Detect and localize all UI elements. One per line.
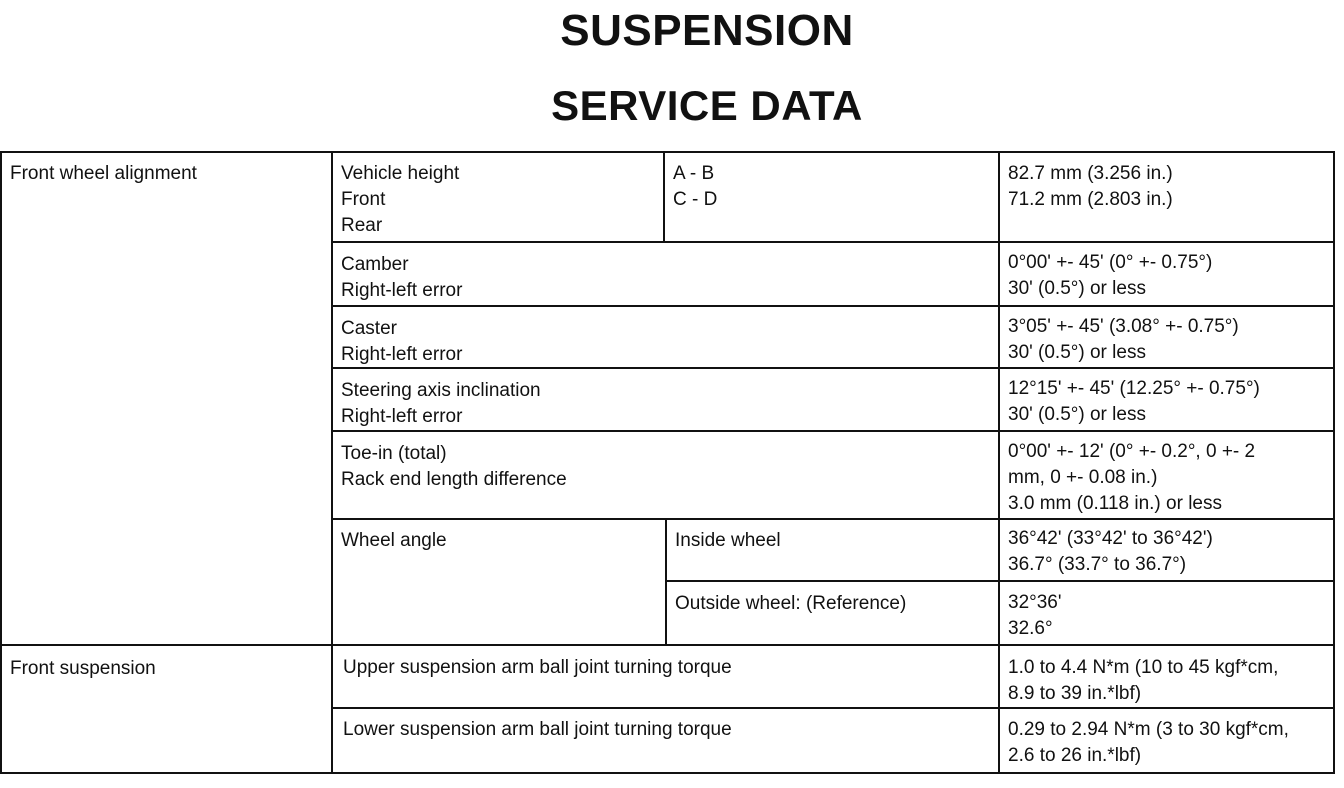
section-front-wheel-alignment: Front wheel alignment <box>10 163 197 184</box>
inside-wheel-label: Inside wheel <box>675 530 781 551</box>
steering-axis-value: 12°15' +- 45' (12.25° +- 0.75°) 30' (0.5°) or less <box>1008 378 1260 425</box>
outside-wheel-label: Outside wheel: (Reference) <box>675 593 907 614</box>
vehicle-height-measure: A - B C - D <box>673 163 718 210</box>
caster-item: Caster Right-left error <box>341 318 463 365</box>
outside-wheel-value: 32°36' 32.6° <box>1008 592 1062 639</box>
upper-arm-value: 1.0 to 4.4 N*m (10 to 45 kgf*cm, 8.9 to 39 in.*lbf) <box>1008 657 1279 704</box>
camber-item: Camber Right-left error <box>341 254 463 301</box>
caster-value: 3°05' +- 45' (3.08° +- 0.75°) 30' (0.5°) or less <box>1008 316 1239 363</box>
steering-axis-item: Steering axis inclination Right-left error <box>341 380 541 427</box>
lower-arm-item: Lower suspension arm ball joint turning torque <box>343 719 732 740</box>
inside-wheel-value: 36°42' (33°42' to 36°42') 36.7° (33.7° to 36.7°) <box>1008 528 1213 575</box>
camber-value: 0°00' +- 45' (0° +- 0.75°) 30' (0.5°) or less <box>1008 252 1213 299</box>
toe-in-value: 0°00' +- 12' (0° +- 0.2°, 0 +- 2 mm, 0 +- 0.08 in.) 3.0 mm (0.118 in.) or less <box>1008 441 1256 514</box>
document-subtitle: SERVICE DATA <box>551 82 863 129</box>
lower-arm-value: 0.29 to 2.94 N*m (3 to 30 kgf*cm, 2.6 to 26 in.*lbf) <box>1008 719 1289 766</box>
toe-in-item: Toe-in (total) Rack end length difference <box>341 443 567 490</box>
vehicle-height-value: 82.7 mm (3.256 in.) 71.2 mm (2.803 in.) <box>1008 163 1173 210</box>
upper-arm-item: Upper suspension arm ball joint turning torque <box>343 657 732 678</box>
vehicle-height-item: Vehicle height Front Rear <box>341 163 460 236</box>
section-front-suspension: Front suspension <box>10 658 156 679</box>
document-title: SUSPENSION <box>560 6 854 55</box>
wheel-angle-item: Wheel angle <box>341 530 447 551</box>
